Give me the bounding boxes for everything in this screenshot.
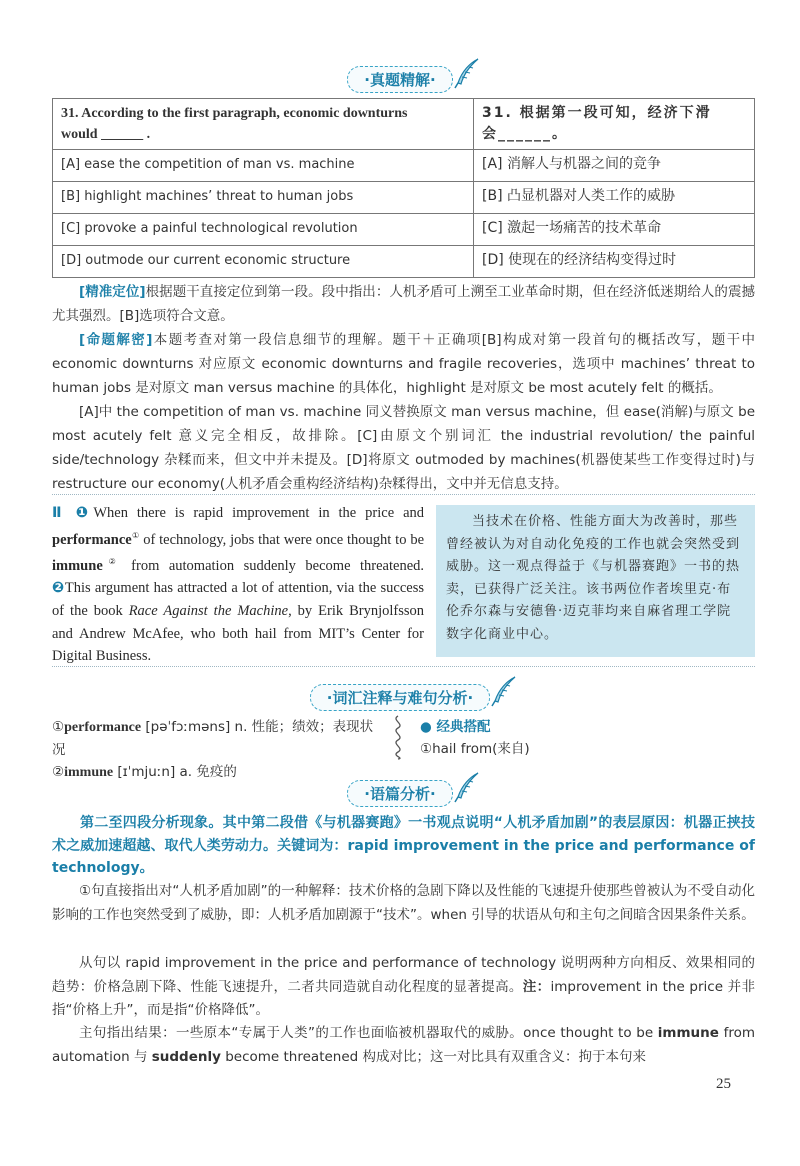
option-en: [C] provoke a painful technological revolution: [53, 214, 474, 246]
passage-text: from automation suddenly become threatened.: [121, 557, 425, 574]
page-number: 25: [716, 1076, 731, 1092]
vocab-number: ②: [52, 764, 65, 780]
stem-line: 31. 根据第一段可知，经济下滑: [482, 105, 712, 121]
analysis-text: from automation 与: [52, 1025, 755, 1065]
divider: [52, 666, 755, 667]
section-header-real-question: [0, 66, 800, 93]
option-row: [53, 150, 755, 182]
section-header-discourse: [0, 780, 800, 807]
translation-text: 当技术在价格、性能方面大为改善时，那些曾经被认为对自动化免疫的工作也就会突然受到威胁。这一观点得益于《与机器赛跑》一书的热卖，已获得广泛关注。该书两位作者埃里克·布伦乔尔森与安德鲁·迈克菲均来自麻省理工学院数字化商业中心。: [446, 514, 741, 642]
divider: [52, 494, 755, 495]
option-row: [53, 246, 755, 278]
analysis-summary: 第二至四段分析现象。其中第二段借《与机器赛跑》一书观点说明“人机矛盾加剧”的表层原因：机器正挟技术之威加速超越、取代人类劳动力。关键词为：rapid improvement in the price and performance of technology。: [52, 815, 755, 876]
question-stem-zh: [474, 99, 755, 150]
stem-line: 31. According to the first paragraph, economic downturns: [61, 106, 408, 121]
classic-item: ①hail from(来自): [420, 741, 530, 757]
decode-tag: [命题解密]: [79, 332, 153, 348]
analysis-paragraph: [52, 952, 755, 1023]
option-zh: [C] 激起一场痛苦的技术革命: [474, 214, 755, 246]
locate-paragraph: [52, 280, 755, 328]
stem-line: would ______ .: [61, 127, 151, 142]
analysis-paragraph: [52, 1022, 755, 1069]
passage-paragraph: [52, 502, 424, 668]
translation-box: [436, 505, 755, 657]
question-stem-row: [53, 99, 755, 150]
distractor-text: [A]中 the competition of man vs. machine 同义替换原文 man versus machine，但 ease(消解)与原文 be most acutely felt 意义完全相反，故排除。[C]由原文个别词汇 the industrial revolution/ the painful side/technology 杂糅而来，但文中并未提及。[D]将原文 outmoded by machines(机器使某些工作变得过时)与 restructure our economy(人机矛盾会重构经济结构)杂糅得出，文中并无信息支持。: [52, 404, 755, 492]
keyword: performance: [52, 531, 132, 548]
passage-text: This argument has attracted a lot of attention, via the success of the book: [52, 580, 424, 620]
section-pill: [310, 684, 490, 711]
section-title: ·词汇注释与难句分析·: [326, 689, 474, 707]
quill-pen-icon: [489, 675, 519, 707]
vocab-word: performance: [64, 720, 142, 735]
option-row: [53, 182, 755, 214]
question-stem-en: [53, 99, 474, 150]
option-zh: [B] 凸显机器对人类工作的威胁: [474, 182, 755, 214]
option-en: [D] outmode our current economic structure: [53, 246, 474, 278]
vocab-definition: [ɪˈmjuːn] a. 免疫的: [113, 764, 237, 780]
spiral-binding-icon: [388, 714, 408, 760]
analysis-paragraph: ①句直接指出对“人机矛盾加剧”的一种解释：技术价格的急剧下降以及性能的飞速提升使那些曾被认为不受自动化影响的工作也突然受到了威胁，即：人机矛盾加剧源于“技术”。when 引导的状语从句和主句之间暗含因果条件关系。: [52, 883, 755, 923]
classic-title: ● 经典搭配: [420, 719, 491, 735]
analysis-text: improvement in the price 并非指“价格上升”，而是指“价格降低”。: [52, 978, 756, 1018]
section-title: ·真题精解·: [364, 71, 436, 89]
analysis-text: 从句以 rapid improvement in the price and performance of technology 说明两种方向相反、效果相同的趋势：价格急剧下降、性能飞速提升，二者共同造就自动化程度的显著提高。: [52, 955, 755, 995]
footnote-marker: ②: [102, 557, 122, 567]
quill-pen-icon: [452, 771, 482, 803]
stem-line: 会______。: [482, 126, 568, 142]
classic-collocation: [420, 716, 750, 760]
decode-text: 本题考查对第一段信息细节的理解。题干＋正确项[B]构成对第一段首句的概括改写，题干中 economic downturns 对应原文 economic downturns and fragile recoveries，选项中 machines’ threat to human jobs 是对原文 man versus machine 的具体化，highlight 是对原文 be most acutely felt 的概括。: [52, 332, 756, 396]
vocab-number: ①: [52, 719, 65, 735]
section-header-vocab: [0, 684, 800, 711]
keyword: immune: [52, 557, 103, 574]
note-label: 注：: [522, 978, 551, 995]
keyword: immune: [657, 1025, 719, 1041]
vocab-item: [52, 716, 382, 761]
passage-text: of technology, jobs that were once thought to be: [139, 531, 425, 548]
quill-pen-icon: [452, 57, 482, 89]
section-title: ·语篇分析·: [364, 785, 436, 803]
section-pill: [347, 66, 452, 93]
passage-text: When there is rapid improvement in the price and: [93, 505, 424, 521]
vocab-word: immune: [64, 765, 114, 780]
locate-tag: [精准定位]: [79, 284, 146, 300]
option-zh: [D] 使现在的经济结构变得过时: [474, 246, 755, 278]
locate-text: 根据题干直接定位到第一段。段中指出：人机矛盾可上溯至工业革命时期，但在经济低迷期给人的震撼尤其强烈。[B]选项符合文意。: [52, 284, 756, 324]
option-row: [53, 214, 755, 246]
paragraph-marker: Ⅱ: [52, 505, 67, 521]
decode-paragraph: [52, 328, 755, 400]
vocab-list: [52, 716, 382, 784]
passage-text: , by Erik Brynjolfsson and Andrew McAfee, who both hail from MIT’s Center for Digital Business.: [52, 603, 424, 665]
option-en: [B] highlight machines’ threat to human jobs: [53, 182, 474, 214]
option-en: [A] ease the competition of man vs. machine: [53, 150, 474, 182]
option-zh: [A] 消解人与机器之间的竞争: [474, 150, 755, 182]
question-table: [52, 98, 755, 278]
book-title: Race Against the Machine: [128, 603, 289, 620]
sentence-number: ❶: [75, 505, 94, 521]
keyword: suddenly: [151, 1048, 221, 1065]
analysis-text: become threatened 构成对比；这一对比具有双重含义：拘于本句来: [220, 1048, 647, 1065]
footnote-marker: ①: [131, 530, 140, 540]
section-pill: [347, 780, 452, 807]
vocab-definition: [pəˈfɔːməns] n. 性能；绩效；表现状况: [52, 719, 374, 758]
analysis-text: 主句指出结果：一些原本“专属于人类”的工作也面临被机器取代的威胁。once thought to be: [79, 1025, 658, 1041]
sentence-number: ❷: [52, 580, 65, 597]
distractor-paragraph: [52, 400, 755, 496]
